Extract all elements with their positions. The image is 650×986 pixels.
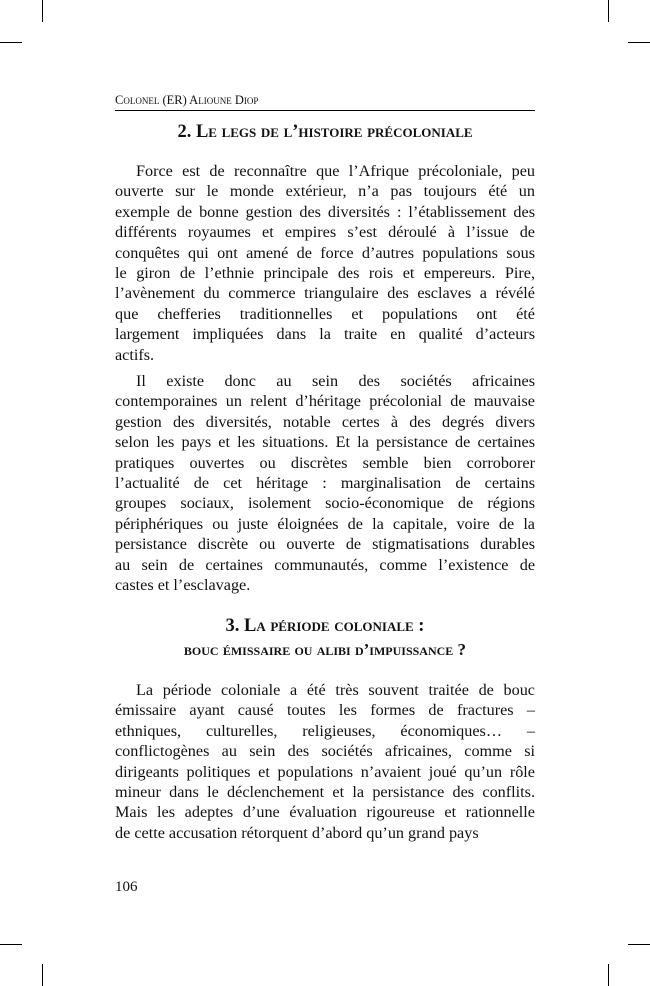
text-line: Il existe donc au sein des sociétés africaines <box>136 372 535 390</box>
text-line: le giron de l’ethnie principale des rois et empereurs. Pire, <box>115 264 535 283</box>
crop-mark <box>42 0 43 22</box>
text-line: exemple de bonne gestion des diversités : l’établissement des <box>115 202 535 221</box>
text-line: l’actualité de cet héritage : marginalisation de certains <box>115 474 535 493</box>
page-number: 106 <box>115 879 138 895</box>
crop-mark <box>0 944 22 945</box>
running-header: Colonel (ER) Alioune Diop <box>115 93 535 111</box>
text-line: Mais les adeptes d’une évaluation rigoureuse et rationnelle <box>115 803 535 822</box>
text-line: groupes sociaux, isolement socio-économique de régions <box>115 494 535 513</box>
text-line: de cette accusation rétorquent d’abord qu’un grand pays <box>115 823 479 842</box>
crop-mark <box>628 944 650 945</box>
text-line: que chefferies traditionnelles et populations ont été <box>115 304 535 323</box>
section-2-heading: 2. Le legs de l’histoire précoloniale <box>177 122 473 142</box>
text-line: conquêtes qui ont amené de force d’autres populations sous <box>115 243 535 262</box>
text-line: pratiques ouvertes ou discrètes semble bien corroborer <box>115 453 535 472</box>
text-line: ethniques, culturelles, religieuses, économiques… – <box>115 721 535 740</box>
text-line: conflictogènes au sein des sociétés africaines, comme si <box>115 742 535 761</box>
crop-mark <box>628 42 650 43</box>
crop-mark <box>42 964 43 986</box>
text-line: l’avènement du commerce triangulaire des esclaves a révélé <box>115 284 535 303</box>
crop-mark <box>0 42 22 43</box>
paragraph <box>115 371 535 595</box>
crop-mark <box>608 964 609 986</box>
text-line: dirigeants politiques et populations n’avaient joué qu’un rôle <box>115 762 535 781</box>
crop-mark <box>608 0 609 22</box>
text-line: au sein de certaines communautés, comme l’existence de <box>115 555 535 574</box>
paragraph <box>115 161 535 365</box>
text-line: différents royaumes et empires s’est déroulé à l’issue de <box>115 223 535 242</box>
section-3-heading <box>115 615 535 661</box>
text-line: gestion des diversités, notable certes à des degrés divers <box>115 412 535 431</box>
text-line: émissaire ayant causé toutes les formes de fractures – <box>115 701 535 720</box>
text-line: selon les pays et les situations. Et la persistance de certaines <box>115 433 535 452</box>
section-3-heading-line1: 3. La période coloniale : <box>225 616 425 636</box>
text-line: Force est de reconnaître que l’Afrique précoloniale, peu <box>136 162 535 180</box>
text-line: périphériques ou juste éloignées de la capitale, voire de la <box>115 514 535 533</box>
text-line: contemporaines un relent d’héritage précolonial de mauvaise <box>115 392 535 411</box>
text-line: La période coloniale a été très souvent traitée de bouc <box>136 681 535 699</box>
text-line: ouverte sur le monde extérieur, n’a pas toujours été un <box>115 182 535 201</box>
text-line: mineur dans le déclenchement et la persistance des conflits. <box>115 783 535 802</box>
text-line: actifs. <box>115 345 155 364</box>
text-line: largement impliquées dans la traite en qualité d’acteurs <box>115 325 535 344</box>
section-3-heading-line2: bouc émissaire ou alibi d’impuissance ? <box>183 640 467 659</box>
text-line: persistance discrète ou ouverte de stigmatisations durables <box>115 535 535 554</box>
text-line: castes et l’esclavage. <box>115 576 251 595</box>
paragraph <box>115 680 535 843</box>
